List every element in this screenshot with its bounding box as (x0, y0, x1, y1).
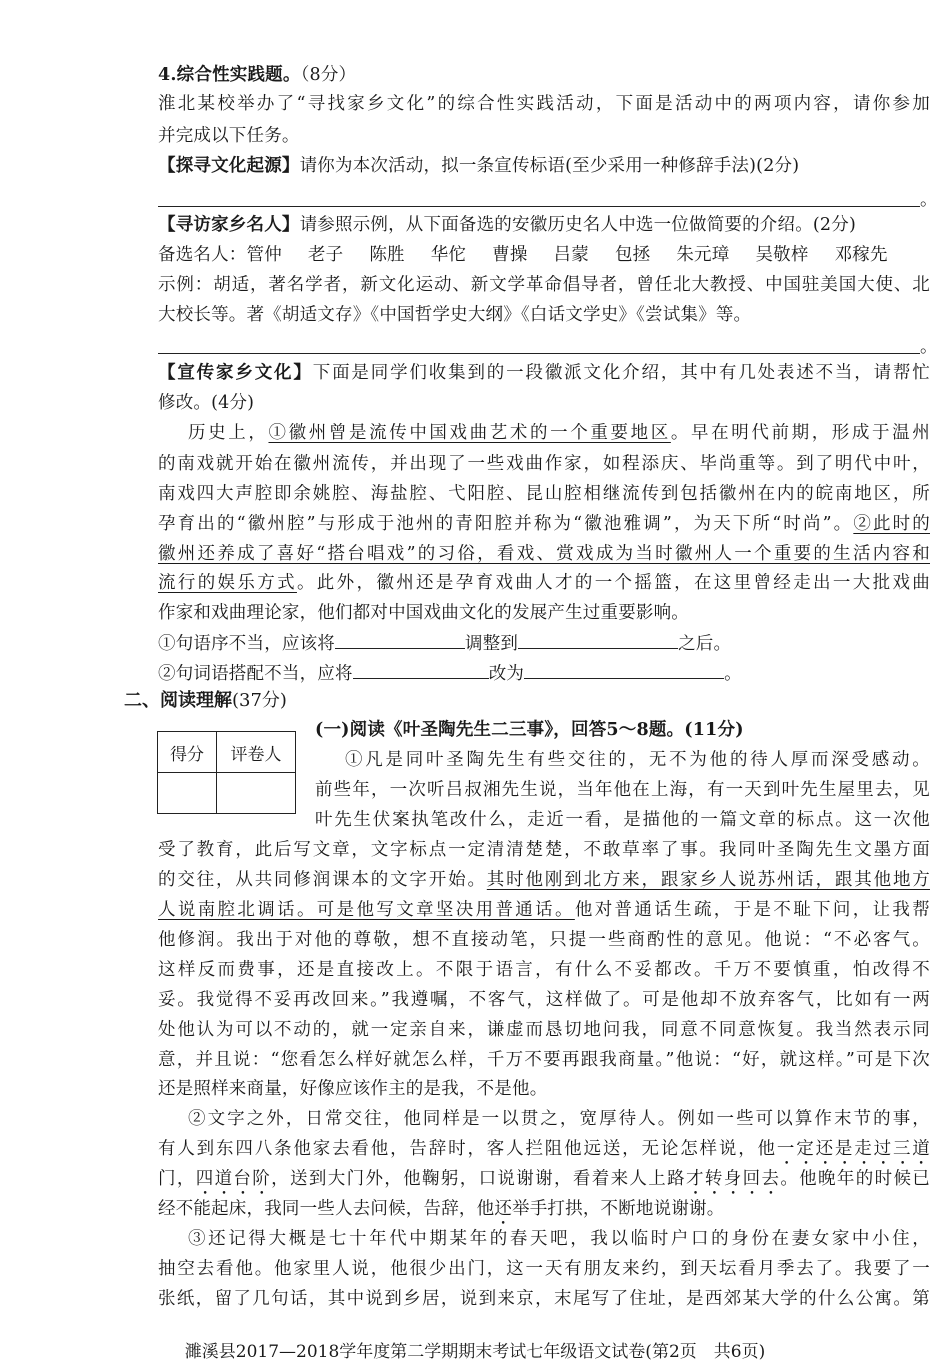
q4-score: （8分） (300, 65, 357, 85)
page-footer: 濉溪县2017—2018学年度第二学期期末考试七年级语文试卷(第2页 共6页) (184, 1342, 766, 1362)
reading-para2-line4 (158, 1197, 724, 1229)
reading-text: 门， (158, 1169, 196, 1189)
passage-line4 (158, 512, 930, 536)
reading-line10: 处他认为可以不动的，就一定亲自来，谦虚而恳切地问我，同意不同意恢复。我当然表示同 (158, 1020, 930, 1040)
task1-period: 。 (920, 190, 938, 210)
score-cell[interactable] (158, 773, 217, 814)
reading-text: 。他晚年的时候已 (780, 1169, 931, 1189)
underlined-reading-sentence: 其时他刚到北方来，跟家乡人说苏州话，跟其他地方 (486, 870, 930, 890)
reading-text: 的交往，从共同修润课本的文字开始。 (158, 870, 487, 890)
fill-text: ①句语序不当，应该将 (158, 634, 335, 654)
task2-period: 。 (920, 337, 938, 357)
reading1-title: (一)阅读《叶圣陶先生二三事》，回答5～8题。(11分) (315, 720, 744, 740)
reading-para3-line1: ③还记得大概是七十年代中期某年的春天吧，我以临时户口的身份在妻女家中小住， (188, 1229, 930, 1249)
fill-line-1 (158, 630, 731, 656)
task2-text: 请参照示例，从下面备选的安徽历史名人中选一位做简要的介绍。(2分) (299, 215, 856, 235)
task1-prompt (158, 154, 799, 178)
reading-line4: 受了教育，此后写文章，文字标点一定清清楚楚，不敢草率了事。我同叶圣陶先生文墨方面 (158, 840, 930, 860)
reading-line9: 妥。我觉得不妥再改回来。”我遵嘱，不客气，这样做了。可是他却不放弃客气，比如有一两 (158, 990, 930, 1010)
passage-text: 历史上， (188, 423, 269, 443)
passage-line7: 作家和戏曲理论家，他们都对中国戏曲文化的发展产生过重要影响。 (158, 603, 689, 623)
example-line2: 大校长等。著《胡适文存》《中国哲学史大纲》《白话文学史》《尝试集》等。 (158, 305, 752, 325)
q4-intro-line1: 淮北某校举办了“寻找家乡文化”的综合性实践活动，下面是活动中的两项内容，请你参加 (158, 94, 930, 114)
dotted-text: 还 (494, 1199, 513, 1219)
candidate: 邓稼先 (834, 245, 888, 265)
grader-cell[interactable] (217, 773, 296, 814)
fill-line-2 (158, 660, 742, 686)
underlined-sentence-1: ①徽州曾是流传中国戏曲艺术的一个重要地区 (268, 423, 671, 443)
task1-text: 请你为本次活动，拟一条宣传标语(至少采用一种修辞手法)(2分) (299, 156, 800, 176)
passage-text: 。早在明代前期，形成于温州 (670, 423, 930, 443)
fill-blank-2b[interactable] (524, 660, 724, 679)
task3-label: 【宣传家乡文化】 (158, 363, 313, 383)
reading-text: ，送到大门外，他鞠躬，口说谢谢，看着来人上路 (271, 1169, 687, 1189)
fill-blank-2a[interactable] (353, 660, 489, 679)
candidate: 包拯 (614, 245, 651, 265)
dotted-text: 一定还是走过三道 (776, 1139, 930, 1159)
candidates-line (158, 243, 888, 267)
dotted-text: 四道台阶 (195, 1169, 272, 1189)
reading-para3-line2: 抽空去看他。他家里人说，他很少出门，这一天有朋友来约，到天坛看月季去了。我要了一 (158, 1259, 930, 1279)
grader-header: 评卷人 (217, 732, 296, 773)
candidate: 管仲 (246, 245, 282, 265)
fill-text: 之后。 (678, 634, 732, 654)
candidates-label: 备选名人： (158, 245, 247, 265)
candidate: 吕蒙 (553, 245, 589, 265)
task3-prompt (158, 361, 930, 385)
q4-intro-line2: 并完成以下任务。 (158, 126, 300, 146)
reading-line7: 他修润。我出于对他的尊敬，想不直接动笔，只提一些商酌性的意见。他说：“不必客气。 (158, 930, 930, 950)
task1-label: 【探寻文化起源】 (158, 156, 300, 176)
task1-answer-line[interactable] (158, 206, 920, 207)
task2-prompt (158, 213, 856, 237)
reading-text: 举手打拱，不断地说谢谢。 (512, 1199, 725, 1219)
fill-text: ②句词语搭配不当，应将 (158, 664, 353, 684)
q4-heading (158, 63, 356, 87)
q4-title: 4.综合性实践题。 (158, 65, 301, 85)
reading-line5 (158, 868, 930, 892)
fill-blank-1a[interactable] (335, 630, 465, 649)
passage-line3: 南戏四大声腔即余姚腔、海盐腔、弋阳腔、昆山腔相继流传到包括徽州在内的皖南地区，所 (158, 484, 930, 504)
underlined-sentence-2-end: 流行的娱乐方式 (158, 573, 297, 593)
candidate: 陈胜 (369, 245, 405, 265)
reading-text: 他对普通话生疏，于是不耻下问，让我帮 (574, 900, 930, 920)
task3-text: 下面是同学们收集到的一段徽派文化介绍，其中有几处表述不当，请帮忙 (312, 363, 930, 383)
underlined-sentence-2: ②此时的 (853, 514, 930, 534)
fill-text: 改为 (488, 664, 525, 684)
candidate: 曹操 (492, 245, 528, 265)
passage-text: 孕育出的“徽州腔”与形成于池州的青阳腔并称为“徽池雅调”，为天下所“时尚”。 (158, 514, 854, 534)
candidate: 朱元璋 (676, 245, 730, 265)
reading-line2: 前些年，一次听吕叔湘先生说，当年他在上海，有一天到叶先生屋里去，见 (315, 780, 930, 800)
passage-line2: 的南戏就开始在徽州流传，并出现了一些戏曲作家，如程添庆、毕尚重等。到了明代中叶， (158, 454, 930, 474)
fill-text: 。 (724, 664, 742, 684)
passage-text: 。此外，徽州还是孕育戏曲人才的一个摇篮，在这里曾经走出一大批戏曲 (296, 573, 930, 593)
candidate: 老子 (307, 245, 344, 265)
task3-prompt-line2: 修改。(4分) (158, 393, 255, 413)
reading-line1: ①凡是同叶圣陶先生有些交往的，无不为他的待人厚而深受感动。 (345, 750, 930, 770)
score-header: 得分 (158, 732, 217, 773)
reading-line6 (158, 898, 930, 922)
score-table (157, 731, 296, 814)
reading-para2-line3 (158, 1167, 930, 1199)
underlined-reading-sentence-end: 人说南腔北调话。可是他写文章坚决用普通话。 (158, 900, 575, 920)
reading-para2-line1: ②文字之外，日常交往，他同样是一以贯之，宽厚待人。例如一些可以算作末节的事， (188, 1109, 930, 1129)
reading-para2-line2 (158, 1137, 930, 1169)
reading-line3: 叶先生伏案执笔改什么，走近一看，是描他的一篇文章的标点。这一次他 (315, 810, 930, 830)
passage-line6 (158, 571, 930, 595)
task2-answer-line[interactable] (158, 353, 920, 354)
reading-para3-line3: 张纸，留了几句话，其中说到乡居，说到来京，末尾写了住址，是西郊某大学的什么公寓。第 (158, 1289, 930, 1309)
candidate: 华佗 (430, 245, 467, 265)
section-heading (124, 689, 287, 713)
task2-label: 【寻访家乡名人】 (158, 215, 300, 235)
passage-line1 (188, 421, 930, 445)
reading-line12: 还是照样来商量，好像应该作主的是我，不是他。 (158, 1079, 548, 1099)
passage-line5: 徽州还养成了喜好“搭台唱戏”的习俗，看戏、赏戏成为当时徽州人一个重要的生活内容和 (158, 544, 930, 564)
reading-line8: 这样反而费事，还是直接改上。不限于语言，有什么不妥都改。千万不要慎重，怕改得不 (158, 960, 930, 980)
reading-line11: 意，并且说：“您看怎么样好就怎么样，千万不要再跟我商量。”他说：“好，就这样。”可是下次 (158, 1050, 930, 1070)
section-score: (37分) (232, 690, 287, 711)
dotted-text: 才转身回去 (686, 1169, 781, 1189)
reading-text: 有人到东四八条他家去看他，告辞时，客人拦阻他远送，无论怎样说，他 (158, 1139, 777, 1159)
reading-text: 经不能起床，我同一些人去问候，告辞，他 (158, 1199, 495, 1219)
candidate: 吴敬梓 (755, 245, 809, 265)
example-line1: 示例：胡适，著名学者，新文化运动、新文学革命倡导者，曾任北大教授、中国驻美国大使、北 (158, 275, 930, 295)
fill-blank-1b[interactable] (518, 630, 678, 649)
fill-text: 调整到 (465, 634, 519, 654)
section-title: 二、阅读理解 (124, 690, 232, 711)
